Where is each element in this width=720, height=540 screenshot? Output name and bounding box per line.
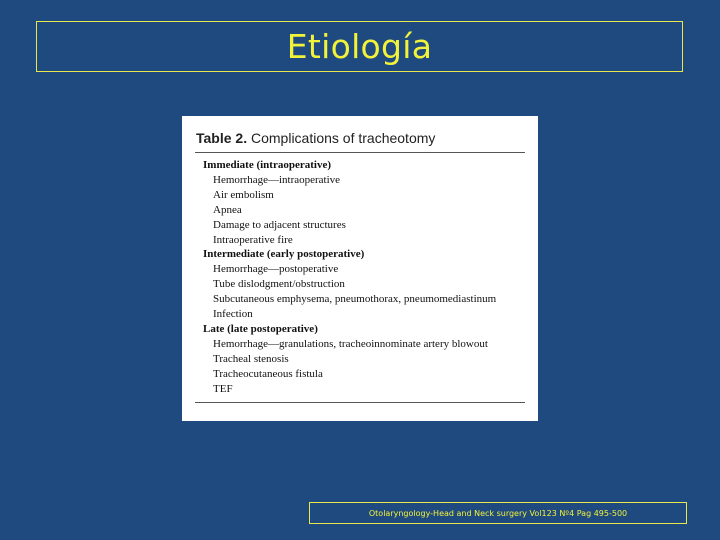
- table-row: Damage to adjacent structures: [213, 218, 346, 231]
- citation-text: Otolaryngology-Head and Neck surgery Vol123 Nº4 Pag 495-500: [368, 508, 628, 518]
- table-row: Hemorrhage—postoperative: [213, 263, 339, 276]
- table-row: Apnea: [213, 203, 242, 216]
- title-box: [36, 21, 683, 72]
- table-top-rule: [195, 152, 525, 153]
- citation-box: [309, 502, 687, 524]
- table-label: Table 2.: [196, 130, 248, 146]
- slide-title: Etiología: [286, 27, 433, 66]
- table-row: Tracheal stenosis: [213, 352, 289, 365]
- table-row: Hemorrhage—granulations, tracheoinnominate artery blowout: [213, 337, 488, 350]
- table-row: Infection: [213, 308, 253, 321]
- table-section-heading: Immediate (intraoperative): [203, 159, 331, 171]
- complications-table: [182, 116, 538, 421]
- table-section-heading: Intermediate (early postoperative): [203, 248, 365, 261]
- table-caption: [196, 130, 525, 146]
- table-row: TEF: [213, 382, 233, 395]
- table-row: Intraoperative fire: [213, 233, 293, 246]
- table-row: Subcutaneous emphysema, pneumothorax, pneumomediastinum: [213, 293, 497, 306]
- table-rows: [195, 158, 525, 397]
- table-row: Tracheocutaneous fistula: [213, 367, 323, 380]
- table-row: Tube dislodgment/obstruction: [213, 278, 345, 291]
- table-caption-text: Complications of tracheotomy: [247, 130, 436, 146]
- table-bottom-rule: [195, 402, 525, 403]
- table-section-heading: Late (late postoperative): [203, 322, 318, 335]
- table-row: Air embolism: [213, 188, 274, 201]
- table-row: Hemorrhage—intraoperative: [213, 173, 341, 186]
